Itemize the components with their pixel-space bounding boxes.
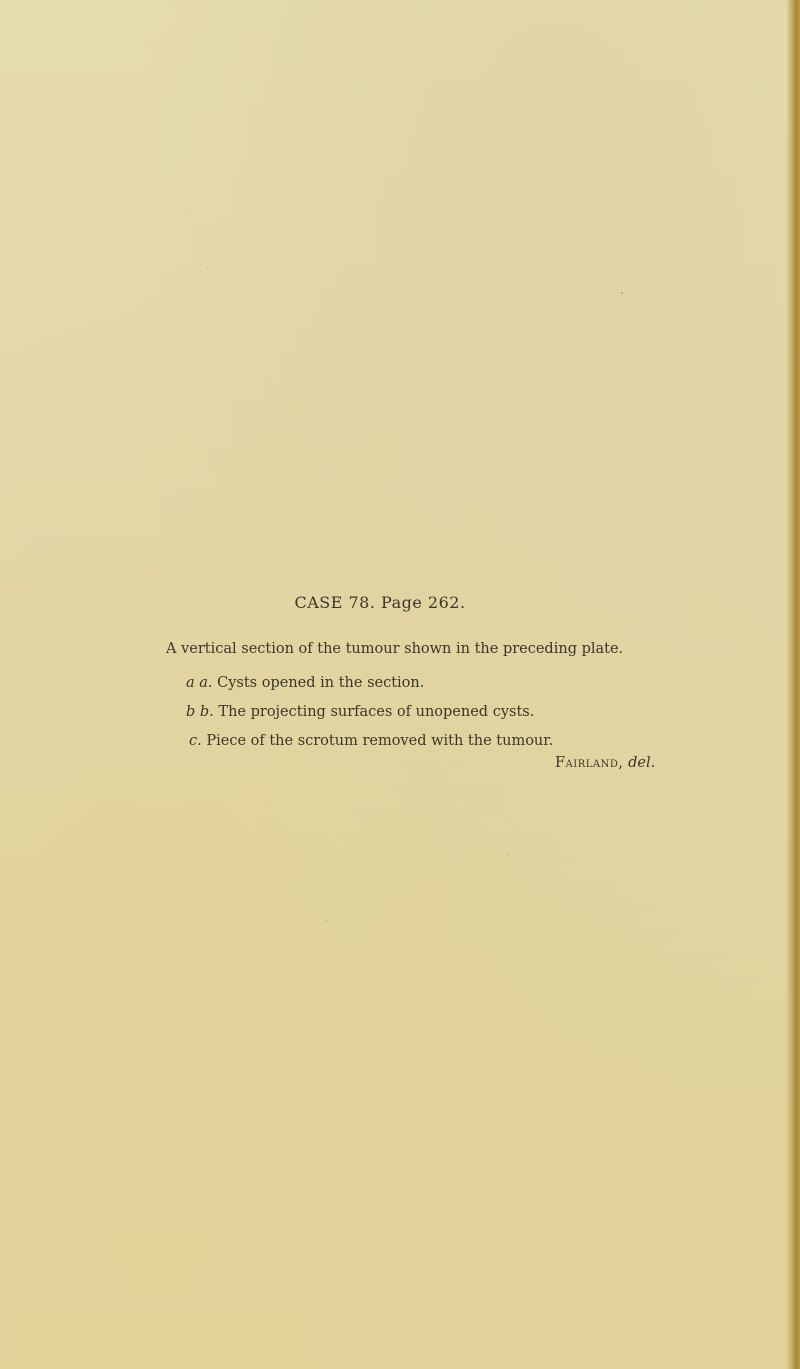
plate-description: A vertical section of the tumour shown in the preceding plate.: [166, 641, 624, 657]
paper-speck: [326, 920, 327, 922]
legend-key: b b.: [186, 704, 214, 720]
legend-item-b: [186, 704, 534, 720]
page-edge-shadow: [786, 0, 800, 1369]
legend-text: Cysts opened in the section.: [217, 675, 425, 691]
legend-text: The projecting surfaces of unopened cysts.: [218, 704, 535, 720]
legend-text: Piece of the scrotum removed with the tumour.: [206, 733, 554, 749]
artist-credit: [555, 755, 655, 771]
artist-suffix: del.: [628, 755, 656, 771]
plate-heading: CASE 78. Page 262.: [294, 593, 466, 612]
paper-speck: [621, 292, 623, 294]
legend-key: c.: [189, 733, 202, 749]
artist-name: Fairland,: [555, 755, 624, 771]
legend-key: a a.: [186, 675, 213, 691]
paper-speck: [207, 268, 208, 269]
legend-item-c: [189, 733, 553, 749]
paper-speck: [508, 853, 509, 855]
legend-item-a: [186, 675, 424, 691]
